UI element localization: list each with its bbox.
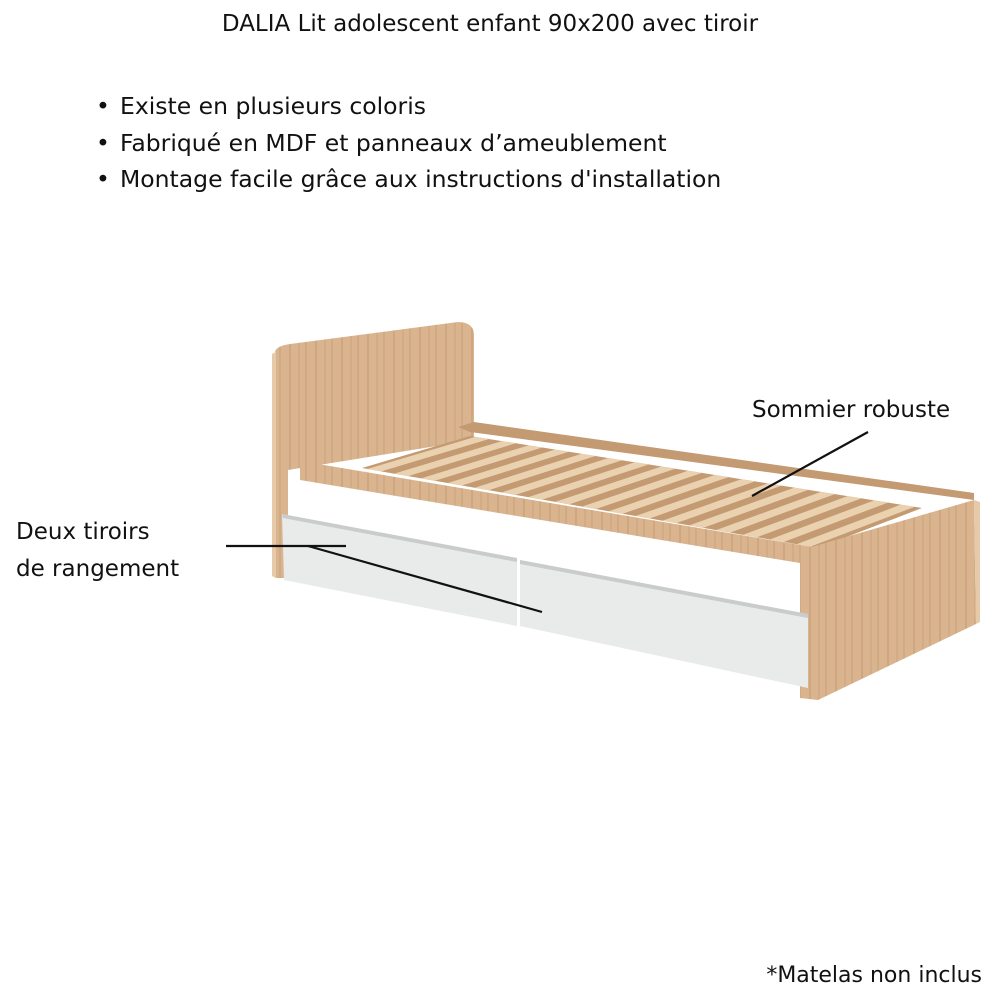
callout-tiroirs-label xyxy=(16,514,179,588)
callout-tiroirs-line1: Deux tiroirs xyxy=(16,519,150,545)
callout-tiroirs-line2: de rangement xyxy=(16,556,180,582)
feature-text: Montage facile grâce aux instructions d'installation xyxy=(120,165,722,193)
callout-sommier-label: Sommier robuste xyxy=(752,397,951,423)
drawer-right xyxy=(520,560,808,688)
headboard-edge xyxy=(272,352,276,578)
bullet-icon: • xyxy=(96,92,110,120)
bullet-icon: • xyxy=(96,165,110,193)
drawer-left xyxy=(282,514,517,626)
feature-text: Existe en plusieurs coloris xyxy=(120,92,426,120)
product-title: DALIA Lit adolescent enfant 90x200 avec tiroir xyxy=(221,11,759,37)
feature-text: Fabriqué en MDF et panneaux d’ameublement xyxy=(120,128,667,157)
footnote-mattress: *Matelas non inclus xyxy=(766,963,982,988)
bullet-icon: • xyxy=(96,128,110,157)
